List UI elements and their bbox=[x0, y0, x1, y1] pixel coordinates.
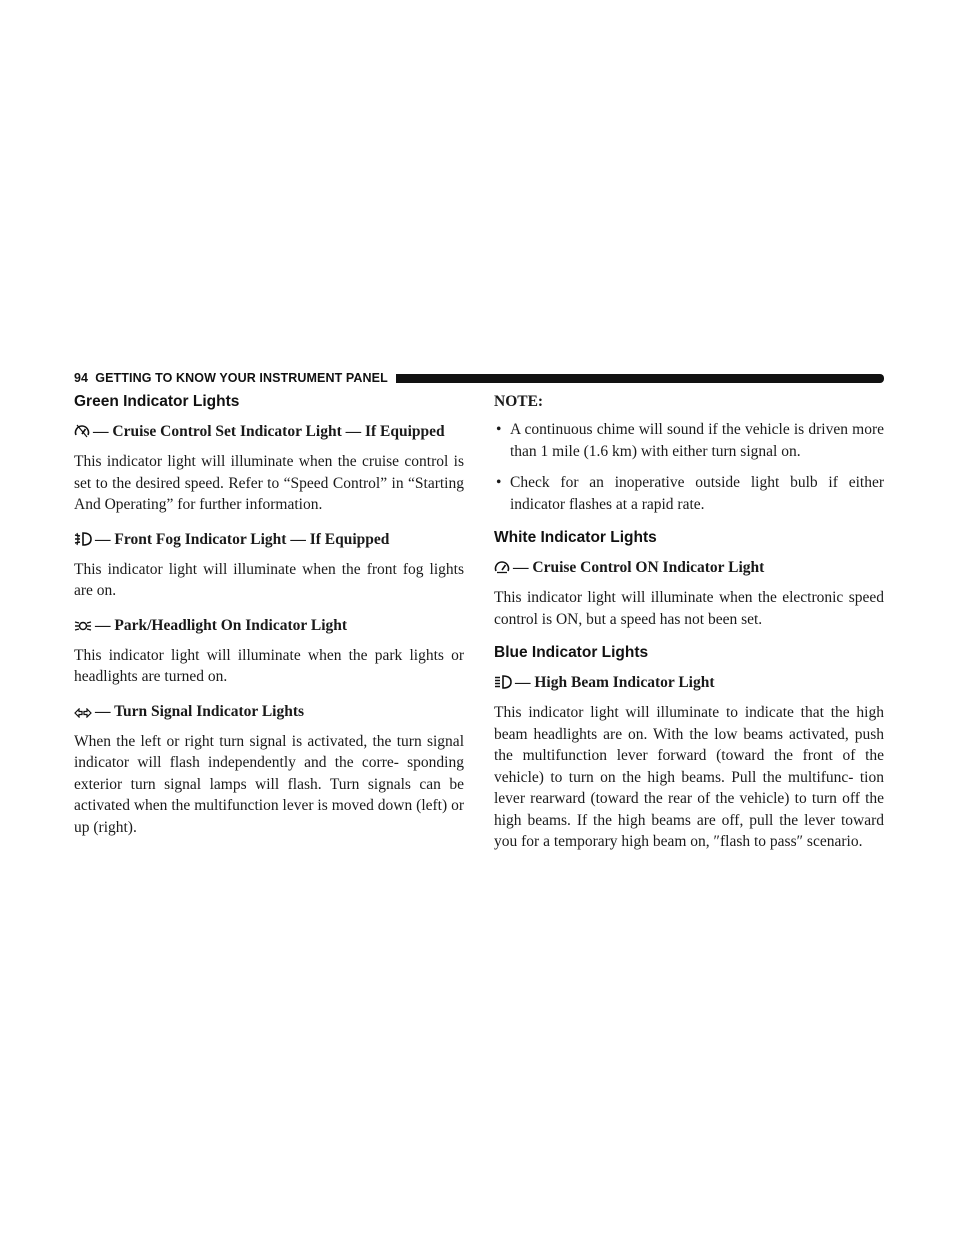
cruise-set-title: — Cruise Control Set Indicator Light — If Equipped bbox=[93, 423, 445, 440]
park-headlight-body: This indicator light will illuminate when the park lights or headlights are turned on. bbox=[74, 646, 464, 685]
bullet: • bbox=[496, 421, 502, 438]
cruise-on-title: — Cruise Control ON Indicator Light bbox=[513, 559, 765, 576]
turn-signal-title: — Turn Signal Indicator Lights bbox=[95, 702, 305, 720]
note-text: A continuous chime will sound if the vehicle is driven more than 1 mile (1.6 km) with either turn signal on. bbox=[510, 421, 884, 460]
high-beam-icon bbox=[494, 675, 512, 689]
left-column bbox=[74, 393, 464, 851]
cruise-set-heading bbox=[74, 421, 464, 442]
bullet: • bbox=[496, 474, 502, 491]
cruise-set-body: This indicator light will illuminate when the cruise control is set to the desired speed. Refer to “Speed Control” in “Starting And Operating” for further information. bbox=[74, 453, 464, 513]
cruise-set-icon bbox=[74, 424, 90, 438]
front-fog-heading bbox=[74, 529, 464, 550]
cruise-on-icon bbox=[494, 560, 510, 574]
high-beam-body: This indicator light will illuminate to indicate that the high beam headlights are on. With the low beams activated, push the multifunction lever forward (toward the front of the vehicle) to turn on the high beams. Pull the multifunc- tion lever rearward (toward the rear of the vehicle) to turn off the high beams. If the high beams are off, pull the lever toward you for a temporary high beam on, ″flash to pass″ scenario. bbox=[494, 704, 884, 850]
note-text: Check for an inoperative outside light bulb if either indicator flashes at a rapid rate. bbox=[510, 474, 884, 513]
note-title: NOTE: bbox=[494, 393, 544, 410]
blue-indicator-heading: Blue Indicator Lights bbox=[494, 644, 649, 661]
front-fog-icon bbox=[74, 532, 92, 546]
page-header bbox=[74, 370, 884, 386]
turn-signal-heading bbox=[74, 701, 464, 722]
white-indicator-heading: White Indicator Lights bbox=[494, 529, 657, 546]
header-text bbox=[74, 371, 388, 385]
high-beam-title: — High Beam Indicator Light bbox=[515, 674, 715, 691]
park-headlight-icon bbox=[74, 620, 92, 632]
high-beam-heading bbox=[494, 672, 884, 693]
section-title: GETTING TO KNOW YOUR INSTRUMENT PANEL bbox=[95, 371, 388, 385]
page-number: 94 bbox=[74, 371, 89, 385]
park-headlight-title: — Park/Headlight On Indicator Light bbox=[95, 616, 348, 634]
list-item bbox=[494, 419, 884, 462]
note-list bbox=[494, 419, 884, 515]
list-item bbox=[494, 472, 884, 515]
header-rule bbox=[396, 374, 884, 383]
cruise-on-heading bbox=[494, 557, 884, 578]
front-fog-body: This indicator light will illuminate when the front fog lights are on. bbox=[74, 560, 464, 599]
turn-signal-body: When the left or right turn signal is activated, the turn signal indicator will flash independently and the corre- sponding exterior turn signal lamps will flash. Turn signals can be activated when the multifunction lever is moved down (left) or up (right). bbox=[74, 732, 464, 836]
front-fog-title: — Front Fog Indicator Light — If Equipped bbox=[95, 530, 390, 548]
turn-signal-icon bbox=[74, 708, 92, 718]
right-column bbox=[494, 393, 884, 866]
green-indicator-heading: Green Indicator Lights bbox=[74, 393, 240, 410]
cruise-on-body: This indicator light will illuminate when the electronic speed control is ON, but a speed has not been set. bbox=[494, 589, 884, 628]
park-headlight-heading bbox=[74, 615, 464, 636]
